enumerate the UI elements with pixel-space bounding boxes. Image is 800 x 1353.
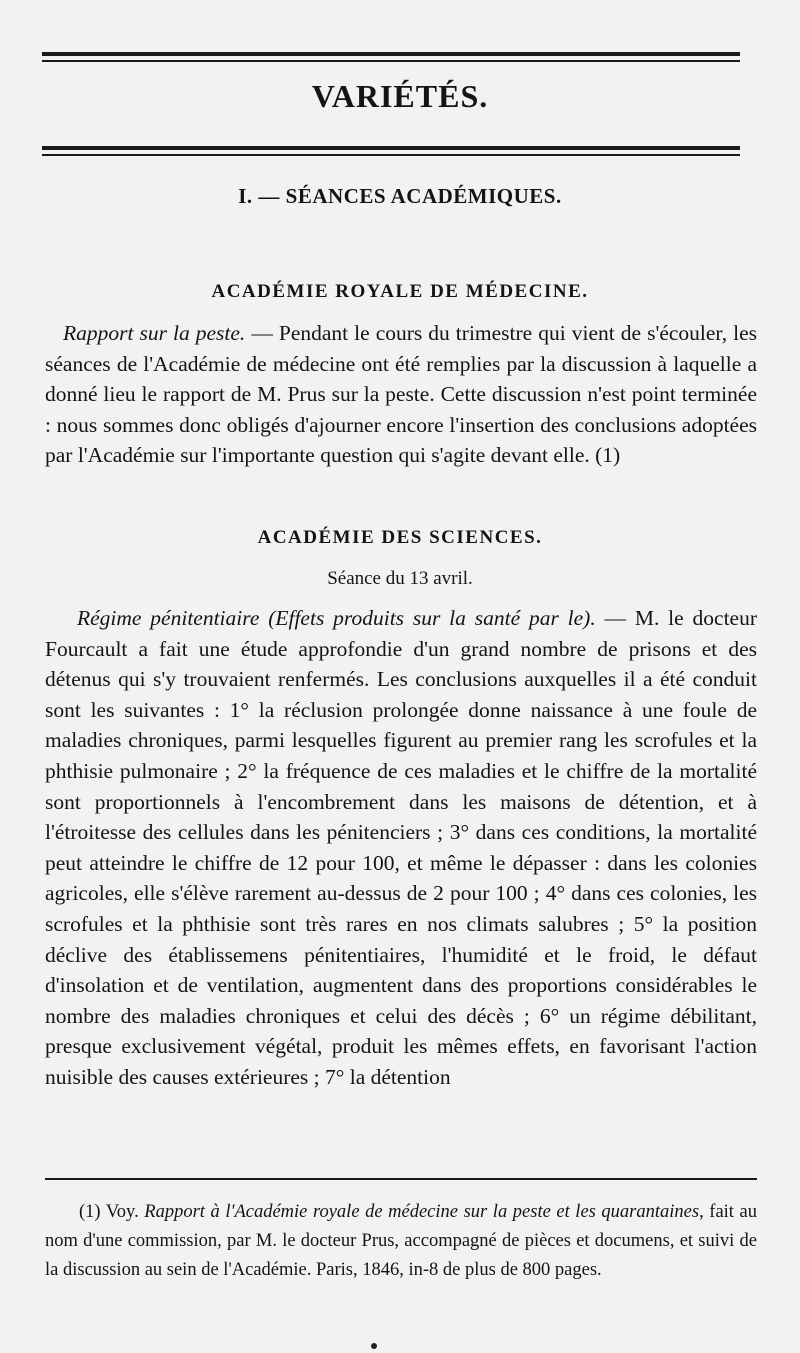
printer-dot bbox=[371, 1343, 377, 1349]
seance-date: Séance du 13 avril. bbox=[327, 568, 473, 589]
header-rule bbox=[42, 52, 740, 56]
regime-text: — M. le docteur Fourcault a fait une étude approfondie d'un grand nombre de prisons et des détenus qui s'y trouvaient renfermés. Les conclusions auxquelles il a été conduit sont les suivantes : 1° la réclusion prolongée donne naissance à une foule de maladies chroniques, parmi lesquelles figurent au premier rang les scrofules et la phthisie pulmonaire ; 2° la fréquence de ces maladies et le chiffre de la mortalité sont proportionnels à l'encombrement dans les maisons de détention, et à l'étroitesse des cellules dans les pénitenciers ; 3° dans ces conditions, la mortalité peut atteindre le chiffre de 12 pour 100, et même le dépasser : dans les colonies agricoles, elle s'élève rarement au-dessus de 2 pour 100 ; 4° dans ces colonies, les scrofules et la phthisie sont très rares en nos climats salubres ; 5° la position déclive des établissemens pénitentiaires, l'humidité et le froid, le défaut d'insolation et de ventilation, augmentent dans des proportions considérables le nombre des maladies chroniques et celui des décès ; 6° un régime débilitant, presque exclusivement végétal, produit les mêmes effets, en favorisant l'action nuisible des causes extérieures ; 7° la détention bbox=[45, 606, 758, 1089]
title-rule bbox=[42, 146, 740, 150]
peste-text: — Pendant le cours du trimestre qui vient de s'écouler, les séances de l'Académie de médecine ont été remplies par la discussion à laquelle a donné lieu le rapport de M. Prus sur la peste. Cette discussion n'est point terminée : nous sommes donc obligés d'ajourner encore l'insertion des conclusions adoptées par l'Académie sur l'importante question qui s'agite devant elle. (1) bbox=[45, 321, 758, 468]
footnote bbox=[45, 1198, 757, 1285]
peste-paragraph bbox=[45, 318, 757, 471]
footnote-rule bbox=[45, 1178, 757, 1180]
academie-medecine-heading: ACADÉMIE ROYALE DE MÉDECINE. bbox=[211, 281, 589, 302]
regime-lead: Régime pénitentiaire (Effets produits sur la santé par le). bbox=[77, 606, 596, 630]
title-rule-thin bbox=[42, 154, 740, 156]
footnote-text: , fait au nom d'une commission, par M. le docteur Prus, accompagné de pièces et documens, et suivi de la discussion au sein de l'Académie. Paris, 1846, in-8 de plus de 800 pages. bbox=[45, 1202, 757, 1280]
regime-paragraph bbox=[45, 603, 757, 1093]
footnote-marker: (1) Voy. bbox=[79, 1202, 145, 1222]
peste-lead: Rapport sur la peste. bbox=[63, 321, 246, 345]
footnote-title: Rapport à l'Académie royale de médecine sur la peste et les quarantaines bbox=[144, 1202, 700, 1222]
section-title: VARIÉTÉS. bbox=[311, 78, 489, 114]
header-rule-thin bbox=[42, 60, 740, 62]
academie-sciences-heading: ACADÉMIE DES SCIENCES. bbox=[257, 527, 543, 548]
subsection-title: I. — SÉANCES ACADÉMIQUES. bbox=[238, 184, 562, 208]
